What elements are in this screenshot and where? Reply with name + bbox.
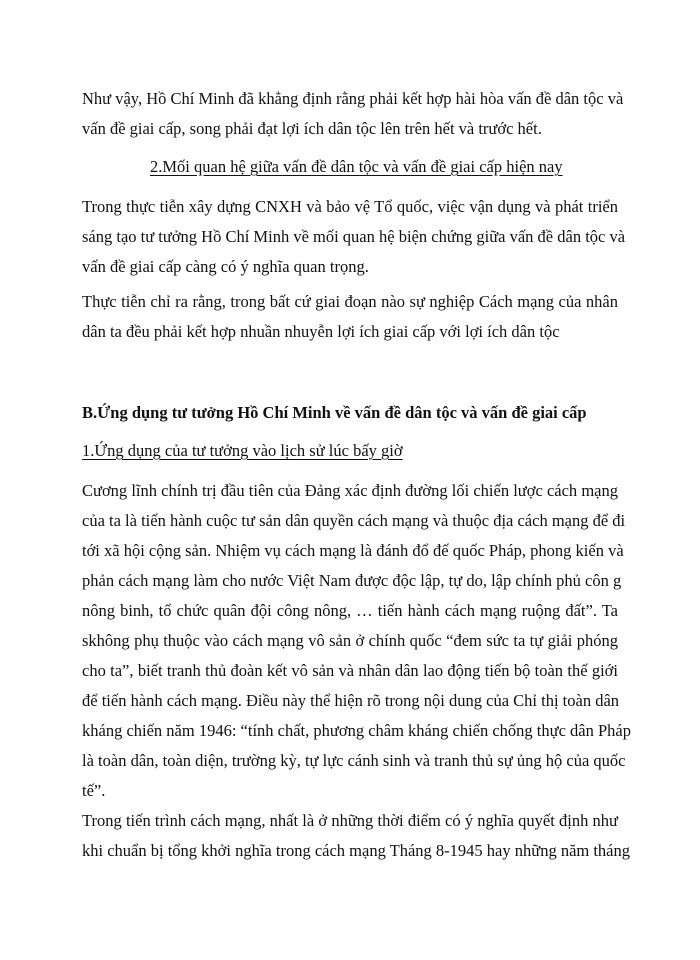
text-line: nông binh, tổ chức quân đội công nông, … tiến hành cách mạng ruộng đất”. Ta	[82, 601, 618, 620]
text-line: Thực tiễn chỉ ra rằng, trong bất cứ giai đoạn nào sự nghiệp Cách mạng của nhân	[82, 292, 618, 311]
process-paragraph	[82, 806, 631, 866]
section-2-heading: 2.Mối quan hệ giữa vấn đề dân tộc và vấn đề giai cấp hiện nay	[150, 157, 563, 176]
text-line: tế”.	[82, 781, 106, 800]
section-b-heading: B.Ứng dụng tư tưởng Hồ Chí Minh về vấn đề dân tộc và vấn đề giai cấp	[82, 403, 587, 422]
reality-paragraph	[82, 287, 618, 347]
text-line: tới xã hội cộng sản. Nhiệm vụ cách mạng là đánh đổ đế quốc Pháp, phong kiến và	[82, 541, 624, 560]
text-line: dân ta đều phải kết hợp nhuần nhuyễn lợi ích giai cấp với lợi ích dân tộc	[82, 322, 560, 341]
text-line: vấn đề giai cấp càng có ý nghĩa quan trọng.	[82, 257, 369, 276]
text-line: Trong thực tiễn xây dựng CNXH và bảo vệ Tổ quốc, việc vận dụng và phát triển	[82, 197, 618, 216]
text-line: của ta là tiến hành cuộc tư sản dân quyền cách mạng và thuộc địa cách mạng để đi	[82, 511, 626, 530]
text-line: sáng tạo tư tưởng Hồ Chí Minh về mối quan hệ biện chứng giữa vấn đề dân tộc và	[82, 227, 626, 246]
text-line: khi chuẩn bị tổng khởi nghĩa trong cách mạng Tháng 8-1945 hay những năm tháng	[82, 841, 631, 860]
text-line: vấn đề giai cấp, song phải đạt lợi ích dân tộc lên trên hết và trước hết.	[82, 119, 542, 138]
text-line: cho ta”, biết tranh thủ đoàn kết vô sản và nhân dân lao động tiến bộ toàn thế giới	[82, 661, 618, 680]
text-line: Như vậy, Hồ Chí Minh đã khẳng định rằng phải kết hợp hài hòa vấn đề dân tộc và	[82, 89, 624, 108]
text-line: skhông phụ thuộc vào cách mạng vô sản ở chính quốc “đem sức ta tự giải phóng	[82, 631, 618, 650]
text-line: Trong tiến trình cách mạng, nhất là ở những thời điểm có ý nghĩa quyết định như	[82, 811, 618, 830]
text-line: để tiến hành cách mạng. Điều này thể hiện rõ trong nội dung của Chỉ thị toàn dân	[82, 691, 620, 710]
intro-paragraph	[82, 84, 624, 144]
text-line: là toàn dân, toàn diện, trường kỳ, tự lực cánh sinh và tranh thủ sự ủng hộ của quốc	[82, 751, 626, 770]
text-line: kháng chiến năm 1946: “tính chất, phương châm kháng chiến chống thực dân Pháp	[82, 721, 631, 740]
text-line: Cương lĩnh chính trị đầu tiên của Đảng xác định đường lối chiến lược cách mạng	[82, 481, 618, 500]
text-line: phản cách mạng làm cho nước Việt Nam được độc lập, tự do, lập chính phủ côn g	[82, 571, 622, 590]
platform-paragraph	[82, 476, 631, 806]
subsection-1-heading: 1.Ứng dụng của tư tưởng vào lịch sử lúc bấy giờ	[82, 441, 403, 460]
practice-paragraph	[82, 192, 626, 282]
